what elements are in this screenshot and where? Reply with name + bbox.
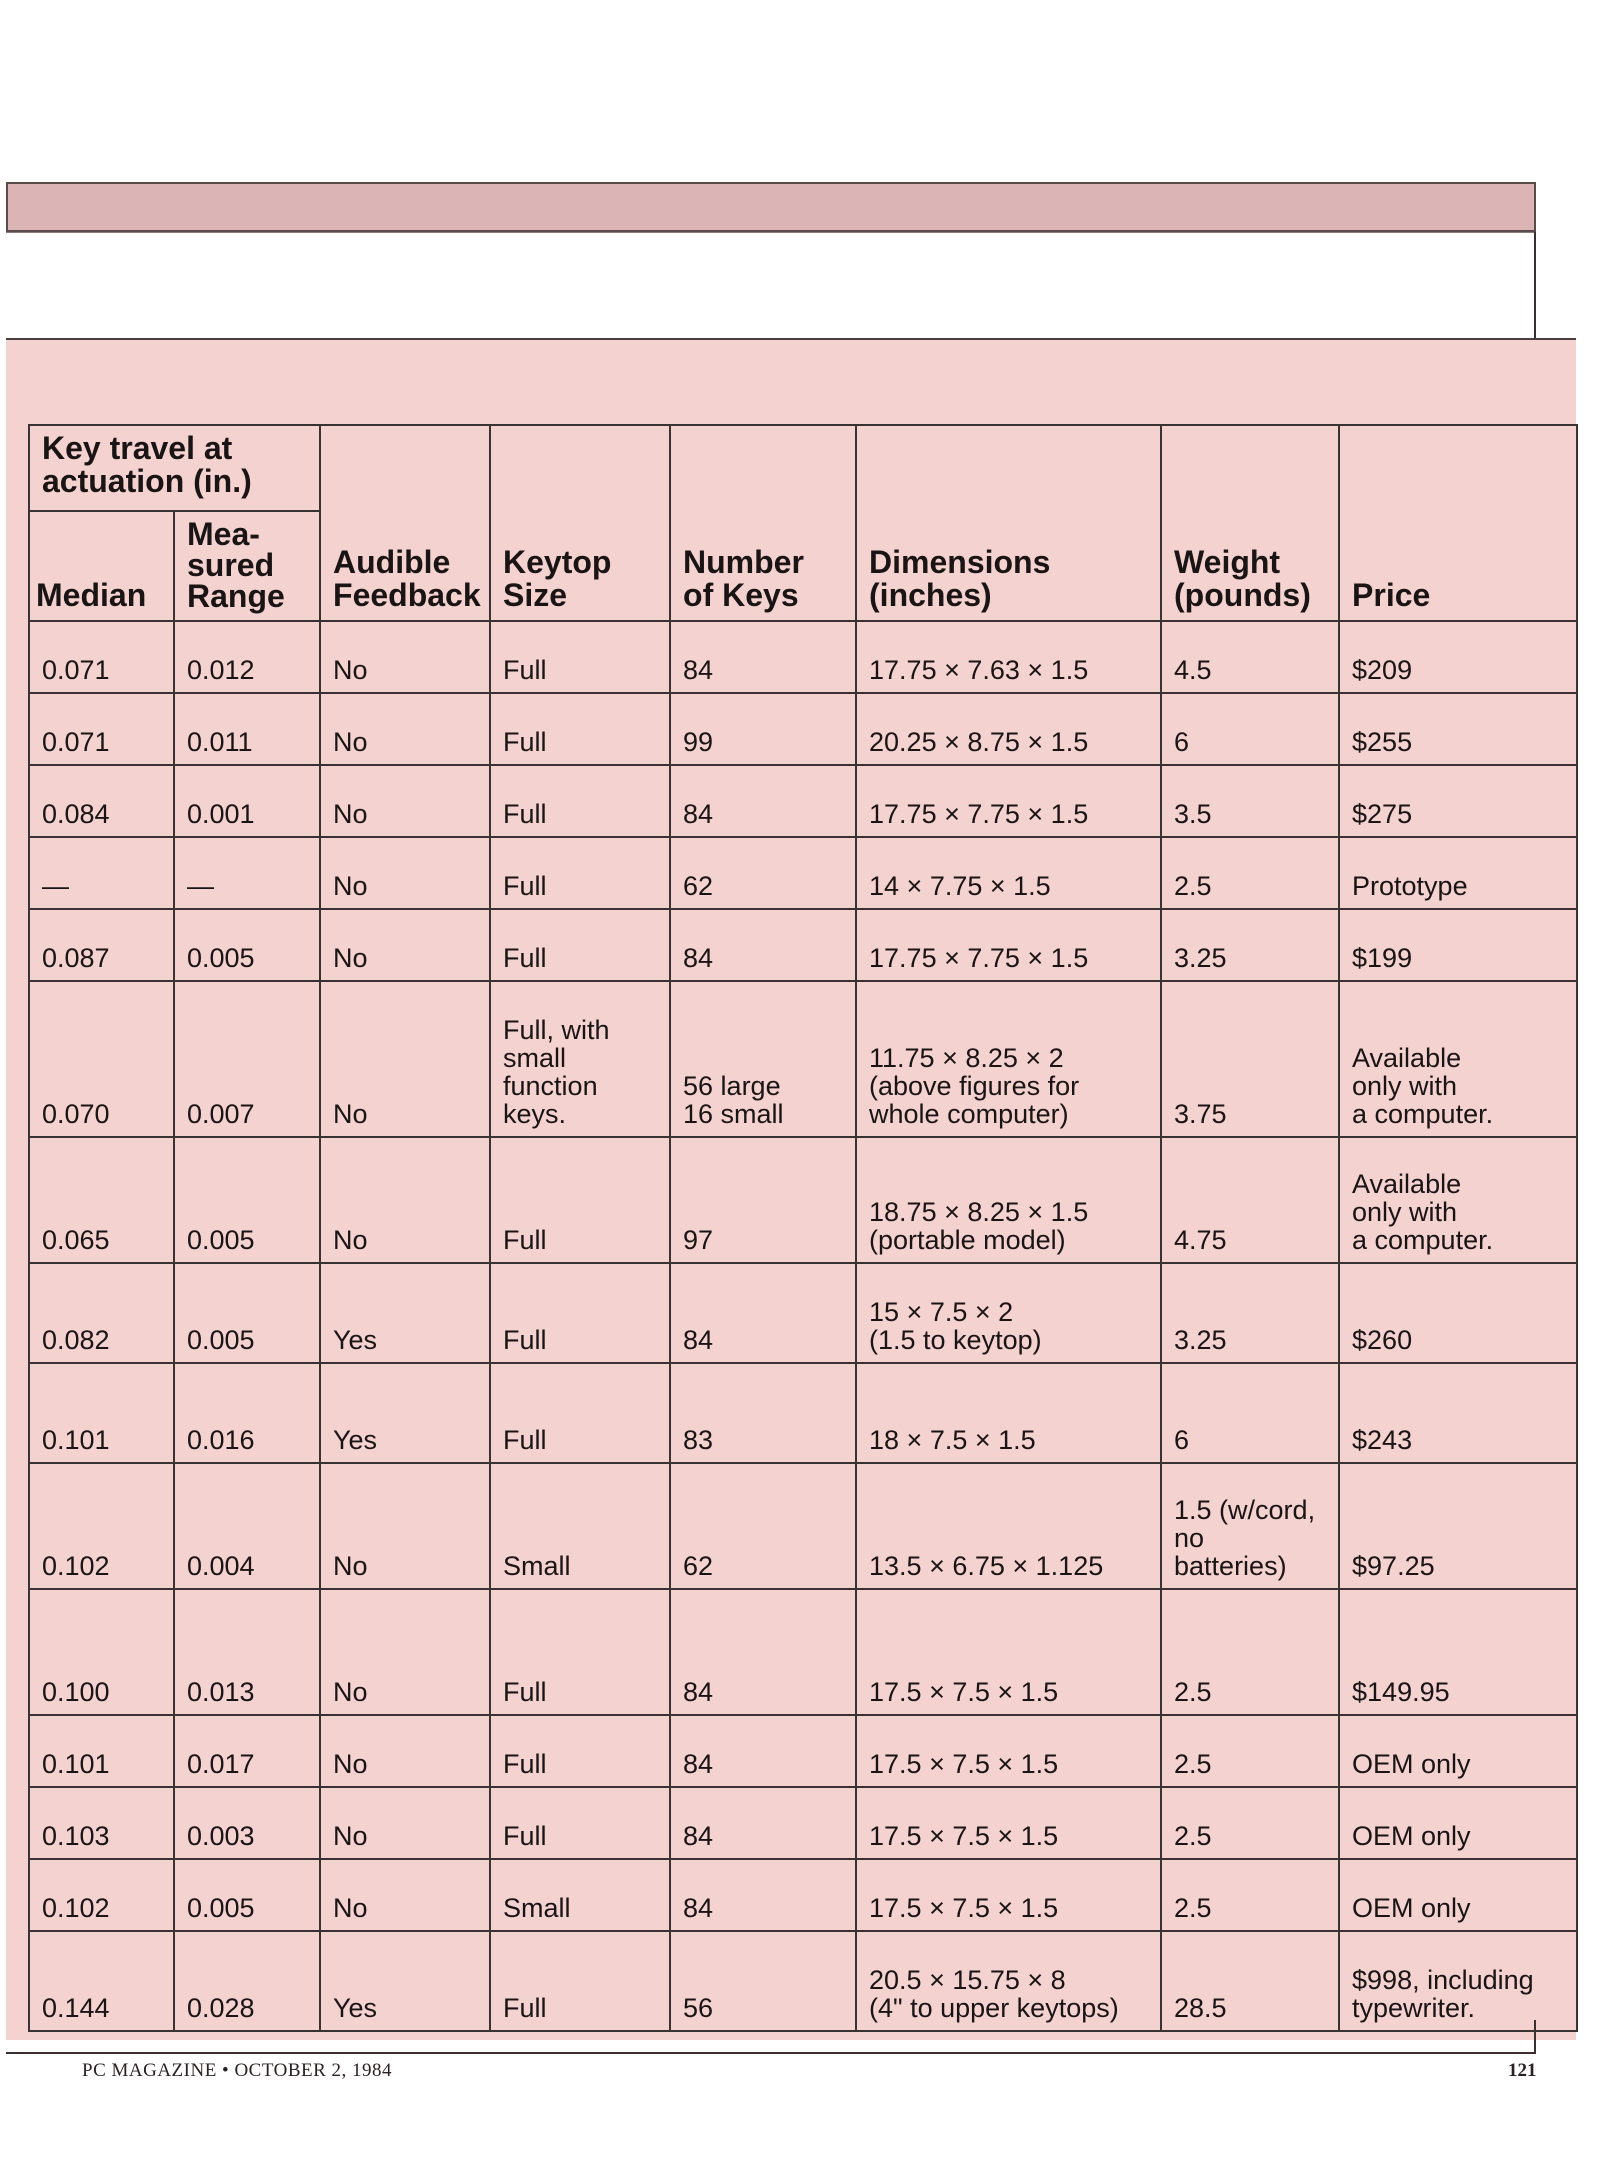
table-row	[29, 1363, 1577, 1463]
cell-dimensions: 13.5 × 6.75 × 1.125	[856, 1463, 1161, 1589]
cell-keytop-size: Full	[490, 1715, 670, 1787]
cell-median: 0.102	[29, 1859, 174, 1931]
cell-range: 0.005	[174, 1859, 320, 1931]
cell-weight: 6	[1161, 693, 1339, 765]
cell-dimensions: 17.75 × 7.63 × 1.5	[856, 621, 1161, 693]
table-row	[29, 765, 1577, 837]
cell-weight: 2.5	[1161, 1787, 1339, 1859]
cell-price: $209	[1339, 621, 1577, 693]
cell-weight: 4.5	[1161, 621, 1339, 693]
cell-dimensions: 20.25 × 8.75 × 1.5	[856, 693, 1161, 765]
cell-price: OEM only	[1339, 1787, 1577, 1859]
cell-range: 0.005	[174, 1263, 320, 1363]
cell-range: 0.003	[174, 1787, 320, 1859]
cell-price: Available only with a computer.	[1339, 981, 1577, 1137]
cell-dimensions: 17.5 × 7.5 × 1.5	[856, 1787, 1161, 1859]
cell-weight: 2.5	[1161, 1715, 1339, 1787]
cell-keytop-size: Full	[490, 1589, 670, 1715]
cell-number-of-keys: 62	[670, 837, 856, 909]
table-row	[29, 909, 1577, 981]
cell-dimensions: 18.75 × 8.25 × 1.5 (portable model)	[856, 1137, 1161, 1263]
cell-dimensions: 17.75 × 7.75 × 1.5	[856, 765, 1161, 837]
table-row	[29, 693, 1577, 765]
cell-keytop-size: Full	[490, 1363, 670, 1463]
cell-median: 0.071	[29, 621, 174, 693]
cell-price: $149.95	[1339, 1589, 1577, 1715]
cell-median: 0.103	[29, 1787, 174, 1859]
table-row	[29, 1859, 1577, 1931]
cell-median: —	[29, 837, 174, 909]
cell-number-of-keys: 84	[670, 621, 856, 693]
cell-keytop-size: Full	[490, 1263, 670, 1363]
header-weight: Weight (pounds)	[1161, 425, 1339, 621]
cell-median: 0.082	[29, 1263, 174, 1363]
cell-dimensions: 14 × 7.75 × 1.5	[856, 837, 1161, 909]
cell-price: Available only with a computer.	[1339, 1137, 1577, 1263]
cell-weight: 28.5	[1161, 1931, 1339, 2031]
cell-weight: 3.25	[1161, 909, 1339, 981]
keyboard-comparison-table	[28, 424, 1578, 2032]
cell-weight: 1.5 (w/cord, no batteries)	[1161, 1463, 1339, 1589]
cell-audible-feedback: No	[320, 1137, 490, 1263]
cell-range: 0.001	[174, 765, 320, 837]
cell-weight: 2.5	[1161, 1589, 1339, 1715]
cell-median: 0.070	[29, 981, 174, 1137]
cell-keytop-size: Full	[490, 1787, 670, 1859]
cell-number-of-keys: 62	[670, 1463, 856, 1589]
cell-keytop-size: Full, with small function keys.	[490, 981, 670, 1137]
cell-median: 0.101	[29, 1715, 174, 1787]
cell-median: 0.100	[29, 1589, 174, 1715]
cell-median: 0.144	[29, 1931, 174, 2031]
cell-range: 0.011	[174, 693, 320, 765]
header-price: Price	[1339, 425, 1577, 621]
cell-number-of-keys: 97	[670, 1137, 856, 1263]
cell-price: $243	[1339, 1363, 1577, 1463]
cell-number-of-keys: 84	[670, 1787, 856, 1859]
cell-median: 0.071	[29, 693, 174, 765]
cell-keytop-size: Full	[490, 1137, 670, 1263]
cell-number-of-keys: 84	[670, 1589, 856, 1715]
cell-dimensions: 17.5 × 7.5 × 1.5	[856, 1715, 1161, 1787]
cell-number-of-keys: 84	[670, 909, 856, 981]
header-median: Median	[29, 511, 174, 621]
cell-audible-feedback: Yes	[320, 1931, 490, 2031]
cell-audible-feedback: No	[320, 693, 490, 765]
table-row	[29, 1137, 1577, 1263]
cell-keytop-size: Full	[490, 909, 670, 981]
cell-price: $255	[1339, 693, 1577, 765]
cell-audible-feedback: No	[320, 1715, 490, 1787]
cell-range: 0.013	[174, 1589, 320, 1715]
cell-number-of-keys: 83	[670, 1363, 856, 1463]
cell-weight: 6	[1161, 1363, 1339, 1463]
cell-dimensions: 20.5 × 15.75 × 8 (4" to upper keytops)	[856, 1931, 1161, 2031]
cell-audible-feedback: No	[320, 1787, 490, 1859]
cell-range: 0.028	[174, 1931, 320, 2031]
cell-keytop-size: Small	[490, 1859, 670, 1931]
cell-dimensions: 11.75 × 8.25 × 2 (above figures for whole computer)	[856, 981, 1161, 1137]
cell-audible-feedback: No	[320, 1589, 490, 1715]
cell-audible-feedback: No	[320, 1463, 490, 1589]
footer-publication: PC MAGAZINE • OCTOBER 2, 1984	[82, 2060, 393, 2081]
header-measured-range: Mea- sured Range	[174, 511, 320, 621]
cell-price: $260	[1339, 1263, 1577, 1363]
cell-number-of-keys: 84	[670, 765, 856, 837]
cell-price: OEM only	[1339, 1715, 1577, 1787]
header-number-of-keys: Number of Keys	[670, 425, 856, 621]
cell-dimensions: 17.5 × 7.5 × 1.5	[856, 1859, 1161, 1931]
header-dimensions: Dimensions (inches)	[856, 425, 1161, 621]
table-row	[29, 1263, 1577, 1363]
cell-median: 0.102	[29, 1463, 174, 1589]
table-row	[29, 1463, 1577, 1589]
cell-audible-feedback: No	[320, 765, 490, 837]
cell-dimensions: 17.5 × 7.5 × 1.5	[856, 1589, 1161, 1715]
header-color-band	[6, 182, 1536, 232]
cell-weight: 4.75	[1161, 1137, 1339, 1263]
cell-number-of-keys: 56	[670, 1931, 856, 2031]
cell-price: Prototype	[1339, 837, 1577, 909]
cell-range: 0.005	[174, 1137, 320, 1263]
cell-number-of-keys: 99	[670, 693, 856, 765]
key-travel-group-header: Key travel at actuation (in.)	[29, 425, 320, 511]
cell-keytop-size: Full	[490, 837, 670, 909]
cell-weight: 3.5	[1161, 765, 1339, 837]
cell-audible-feedback: No	[320, 981, 490, 1137]
top-vertical-rule	[1534, 232, 1536, 340]
cell-median: 0.101	[29, 1363, 174, 1463]
table-row	[29, 1931, 1577, 2031]
cell-price: $199	[1339, 909, 1577, 981]
cell-number-of-keys: 84	[670, 1715, 856, 1787]
cell-price: $275	[1339, 765, 1577, 837]
cell-audible-feedback: No	[320, 621, 490, 693]
table-row	[29, 621, 1577, 693]
cell-audible-feedback: Yes	[320, 1363, 490, 1463]
cell-weight: 3.25	[1161, 1263, 1339, 1363]
cell-keytop-size: Full	[490, 693, 670, 765]
cell-number-of-keys: 56 large 16 small	[670, 981, 856, 1137]
bottom-divider	[6, 2052, 1536, 2054]
cell-keytop-size: Full	[490, 621, 670, 693]
cell-keytop-size: Small	[490, 1463, 670, 1589]
footer-page-number: 121	[1508, 2060, 1537, 2081]
cell-dimensions: 17.75 × 7.75 × 1.5	[856, 909, 1161, 981]
table-row	[29, 837, 1577, 909]
cell-range: 0.005	[174, 909, 320, 981]
table-row	[29, 1589, 1577, 1715]
cell-audible-feedback: No	[320, 837, 490, 909]
cell-weight: 2.5	[1161, 1859, 1339, 1931]
cell-median: 0.065	[29, 1137, 174, 1263]
top-divider	[6, 232, 1536, 233]
cell-median: 0.084	[29, 765, 174, 837]
table-row	[29, 981, 1577, 1137]
table-row	[29, 1787, 1577, 1859]
cell-range: —	[174, 837, 320, 909]
cell-number-of-keys: 84	[670, 1859, 856, 1931]
cell-keytop-size: Full	[490, 765, 670, 837]
cell-range: 0.017	[174, 1715, 320, 1787]
header-audible-feedback: Audible Feedback	[320, 425, 490, 621]
cell-range: 0.007	[174, 981, 320, 1137]
cell-audible-feedback: No	[320, 1859, 490, 1931]
cell-dimensions: 18 × 7.5 × 1.5	[856, 1363, 1161, 1463]
cell-keytop-size: Full	[490, 1931, 670, 2031]
cell-range: 0.012	[174, 621, 320, 693]
cell-audible-feedback: Yes	[320, 1263, 490, 1363]
cell-audible-feedback: No	[320, 909, 490, 981]
cell-dimensions: 15 × 7.5 × 2 (1.5 to keytop)	[856, 1263, 1161, 1363]
cell-number-of-keys: 84	[670, 1263, 856, 1363]
bottom-vertical-rule	[1534, 2020, 1536, 2054]
table-row	[29, 1715, 1577, 1787]
header-keytop-size: Keytop Size	[490, 425, 670, 621]
cell-median: 0.087	[29, 909, 174, 981]
cell-range: 0.004	[174, 1463, 320, 1589]
cell-price: OEM only	[1339, 1859, 1577, 1931]
cell-weight: 2.5	[1161, 837, 1339, 909]
cell-range: 0.016	[174, 1363, 320, 1463]
cell-weight: 3.75	[1161, 981, 1339, 1137]
cell-price: $97.25	[1339, 1463, 1577, 1589]
cell-price: $998, including typewriter.	[1339, 1931, 1577, 2031]
